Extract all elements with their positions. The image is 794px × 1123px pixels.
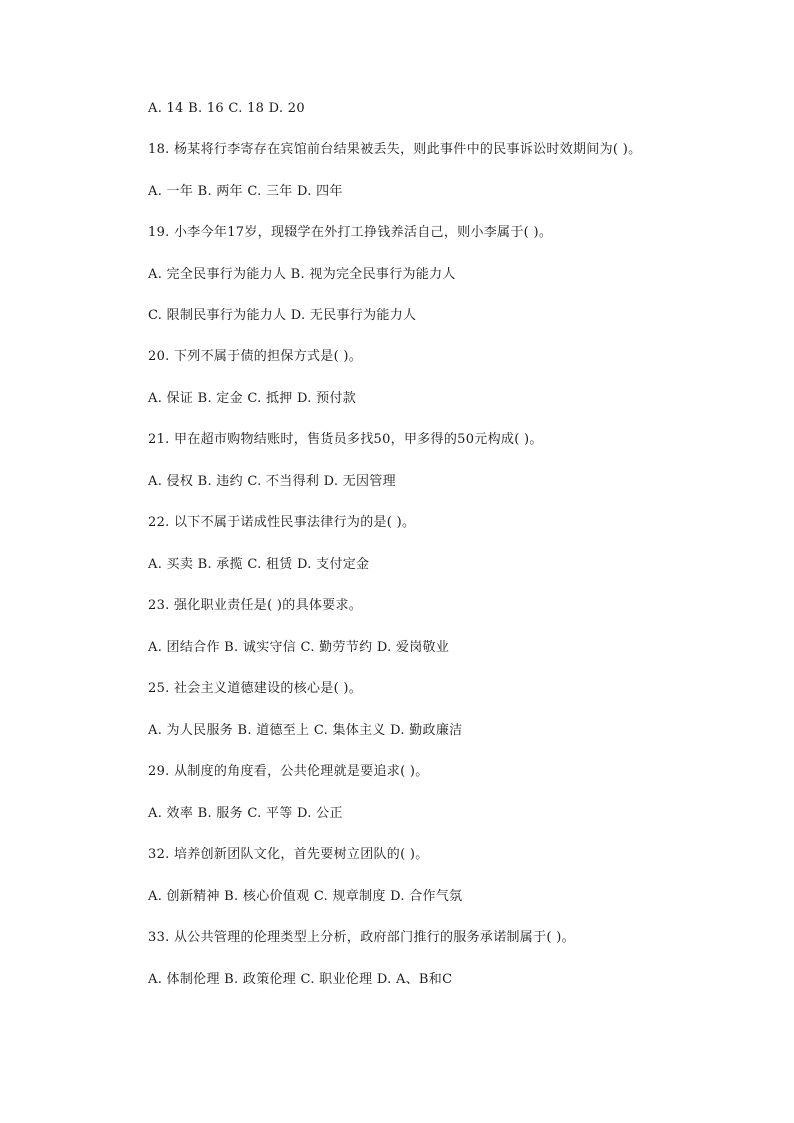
question-23: 23. 强化职业责任是( )的具体要求。	[148, 598, 363, 613]
question-29: 29. 从制度的角度看，公共伦理就是要追求( )。	[148, 764, 429, 779]
answer-options: A. 一年 B. 两年 C. 三年 D. 四年	[148, 184, 343, 199]
question-25: 25. 社会主义道德建设的核心是( )。	[148, 681, 363, 696]
answer-options: A. 买卖 B. 承揽 C. 租赁 D. 支付定金	[148, 557, 370, 572]
question-21: 21. 甲在超市购物结账时，售货员多找50，甲多得的50元构成( )。	[148, 432, 543, 447]
answer-options: A. 保证 B. 定金 C. 抵押 D. 预付款	[148, 391, 357, 406]
answer-options: A. 为人民服务 B. 道德至上 C. 集体主义 D. 勤政廉洁	[148, 723, 463, 738]
question-18: 18. 杨某将行李寄存在宾馆前台结果被丢失，则此事件中的民事诉讼时效期间为( )。	[148, 142, 642, 157]
question-22: 22. 以下不属于诺成性民事法律行为的是( )。	[148, 515, 416, 530]
answer-options: A. 效率 B. 服务 C. 平等 D. 公正	[148, 806, 343, 821]
answer-options: A. 体制伦理 B. 政策伦理 C. 职业伦理 D. A、B和C	[148, 972, 453, 987]
answer-options: C. 限制民事行为能力人 D. 无民事行为能力人	[148, 308, 417, 323]
answer-options: A. 创新精神 B. 核心价值观 C. 规章制度 D. 合作气氛	[148, 889, 463, 904]
answer-options: A. 14 B. 16 C. 18 D. 20	[148, 101, 305, 116]
answer-options: A. 团结合作 B. 诚实守信 C. 勤劳节约 D. 爱岗敬业	[148, 640, 450, 655]
question-19: 19. 小李今年17岁，现辍学在外打工挣钱养活自己，则小李属于( )。	[148, 225, 553, 240]
question-33: 33. 从公共管理的伦理类型上分析，政府部门推行的服务承诺制属于( )。	[148, 930, 575, 945]
question-20: 20. 下列不属于债的担保方式是( )。	[148, 349, 363, 364]
answer-options: A. 侵权 B. 违约 C. 不当得利 D. 无因管理	[148, 474, 396, 489]
answer-options: A. 完全民事行为能力人 B. 视为完全民事行为能力人	[148, 267, 456, 282]
question-32: 32. 培养创新团队文化，首先要树立团队的( )。	[148, 847, 429, 862]
